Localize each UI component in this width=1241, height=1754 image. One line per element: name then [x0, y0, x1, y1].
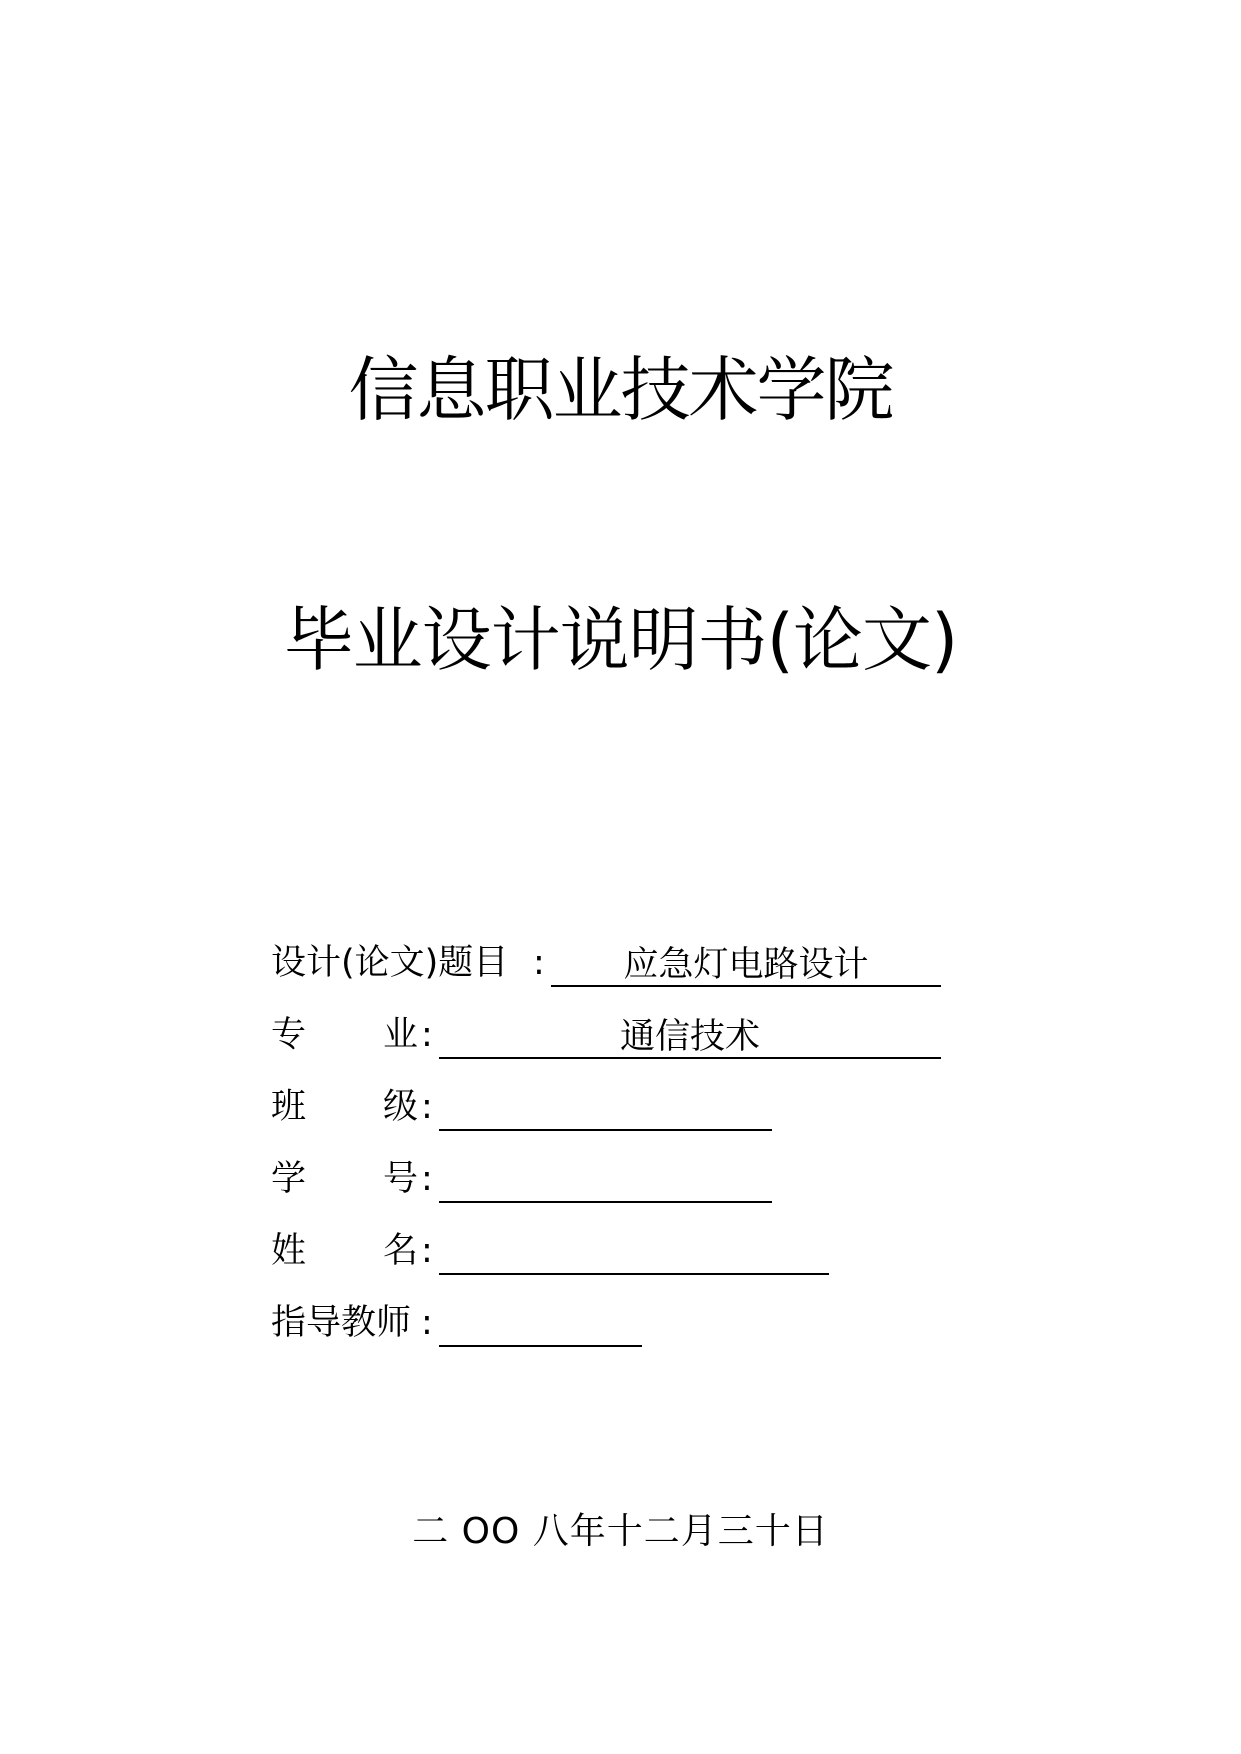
advisor-label: 指导教师 [271, 1303, 412, 1343]
document-title: 毕业设计说明书(论文) [283, 599, 958, 681]
class-value[interactable] [439, 1089, 772, 1131]
name-label-char-2: 名 [383, 1231, 419, 1271]
name-value[interactable] [439, 1233, 829, 1275]
name-label-char-1: 姓 [271, 1231, 307, 1271]
student-id-label-char-1: 学 [271, 1159, 307, 1199]
advisor-value[interactable] [439, 1305, 642, 1347]
class-colon: : [421, 1087, 433, 1127]
major-colon: : [421, 1015, 433, 1055]
student-id-label-char-2: 号 [383, 1159, 419, 1199]
name-colon: : [421, 1231, 433, 1271]
topic-value[interactable]: 应急灯电路设计 [551, 945, 941, 987]
major-label-char-2: 业 [383, 1015, 419, 1055]
cover-date: 二 OO 八年十二月三十日 [412, 1511, 829, 1552]
topic-label: 设计(论文)题目 [271, 943, 509, 983]
topic-colon: : [533, 943, 545, 983]
major-label-char-1: 专 [271, 1015, 307, 1055]
student-id-value[interactable] [439, 1161, 772, 1203]
class-label-char-1: 班 [271, 1087, 307, 1127]
advisor-colon: : [421, 1303, 433, 1343]
student-id-colon: : [421, 1159, 433, 1199]
institution-name: 信息职业技术学院 [348, 349, 893, 431]
major-value[interactable]: 通信技术 [439, 1017, 941, 1059]
class-label-char-2: 级 [383, 1087, 419, 1127]
